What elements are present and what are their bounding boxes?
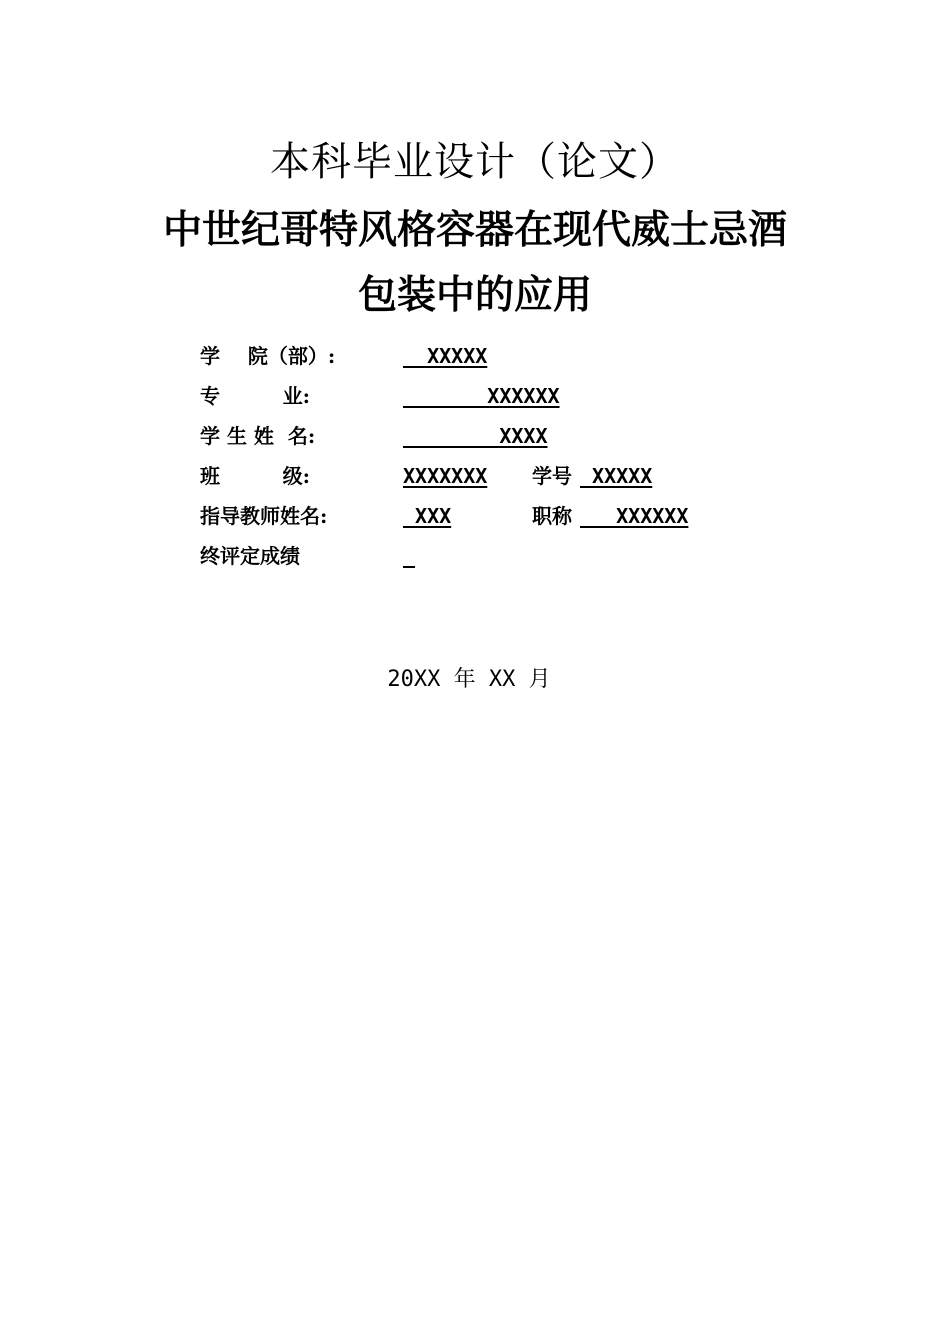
student-name-value: XXXX — [403, 424, 548, 448]
thesis-title-line-2: 包装中的应用 — [357, 273, 592, 318]
major-value: XXXXXX — [403, 384, 560, 408]
college-row — [200, 340, 760, 380]
class-label: 班 级: — [200, 464, 311, 488]
student-name-label: 学 生 姓 名: — [200, 424, 316, 448]
student-id-label: 学号 — [532, 464, 572, 488]
college-label: 学 院（部）: — [200, 344, 336, 368]
advisor-row — [200, 500, 760, 540]
class-row — [200, 460, 760, 500]
final-grade-value — [403, 540, 415, 572]
major-label: 专 业: — [200, 384, 311, 408]
advisor-title-label: 职称 — [532, 504, 572, 528]
student-name-row — [200, 420, 760, 460]
advisor-title-value: XXXXXX — [580, 504, 689, 528]
student-info-block — [200, 340, 760, 580]
document-heading: 本科毕业设计（论文） — [270, 139, 680, 185]
college-value: XXXXX — [403, 344, 488, 368]
advisor-value: XXX — [403, 504, 452, 528]
submission-date: 20XX 年 XX 月 — [387, 667, 551, 692]
thesis-title-line-1: 中世纪哥特风格容器在现代威士忌酒 — [162, 208, 787, 253]
class-value: XXXXXXX — [403, 464, 488, 488]
major-row — [200, 380, 760, 420]
final-grade-row — [200, 540, 760, 580]
final-grade-label: 终评定成绩 — [200, 544, 300, 568]
student-id-value: XXXXX — [580, 464, 653, 488]
advisor-label: 指导教师姓名: — [200, 504, 328, 528]
